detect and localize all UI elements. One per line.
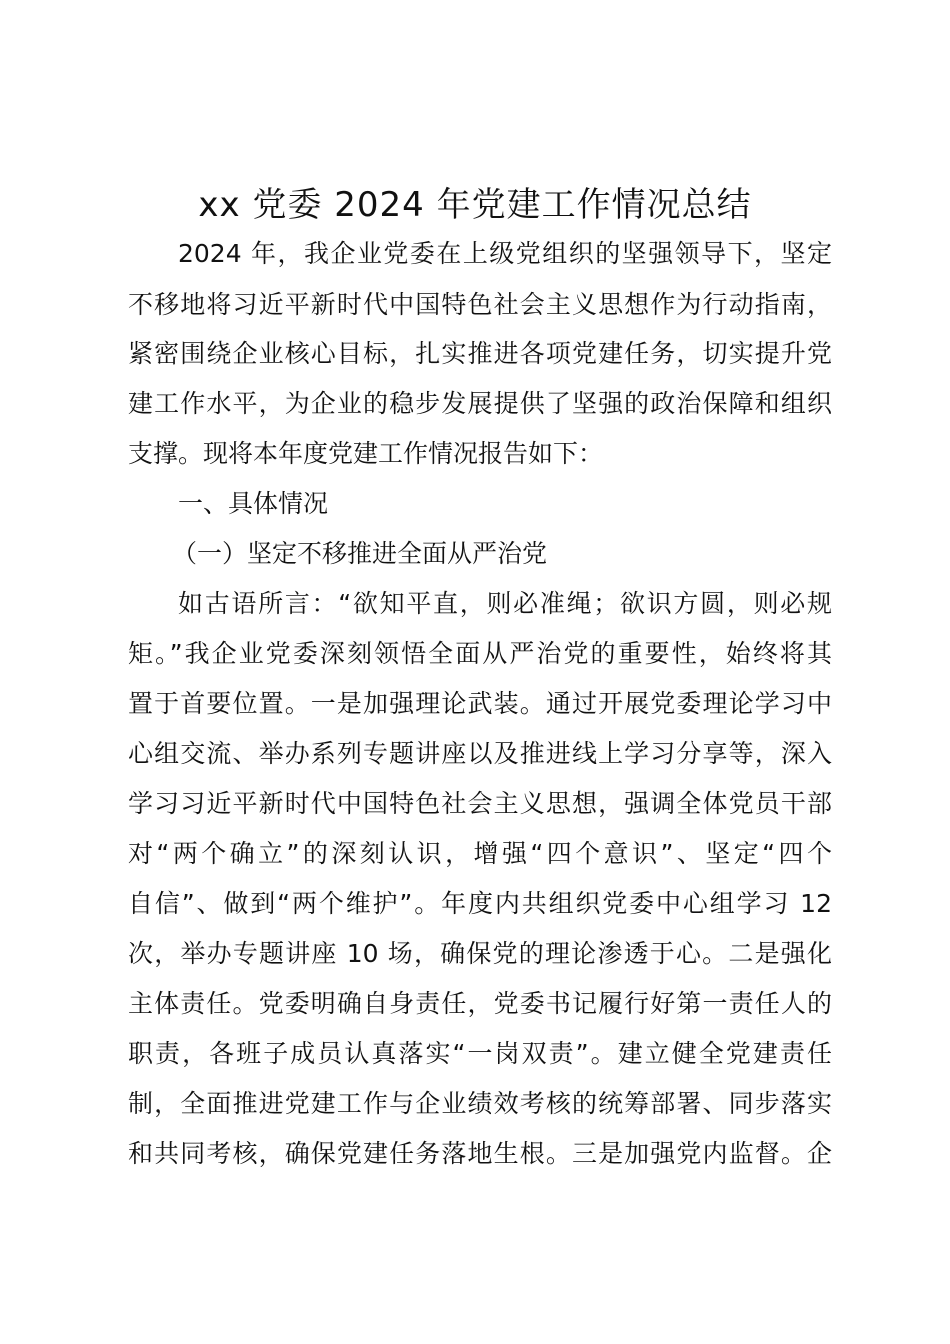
paragraph-line: 支撑。现将本年度党建工作情况报告如下： — [128, 439, 604, 468]
paragraph-line: 不移地将习近平新时代中国特色社会主义思想作为行动指南， — [128, 290, 832, 319]
document-title: xx 党委 2024 年党建工作情况总结 — [198, 185, 752, 225]
paragraph-line: 对“两个确立”的深刻认识，增强“四个意识”、坚定“四个 — [128, 839, 832, 868]
paragraph-line: 制，全面推进党建工作与企业绩效考核的统筹部署、同步落实 — [128, 1089, 832, 1118]
paragraph-line: 学习习近平新时代中国特色社会主义思想，强调全体党员干部 — [128, 789, 832, 818]
paragraph-line: 自信”、做到“两个维护”。年度内共组织党委中心组学习 12 — [128, 889, 832, 918]
paragraph-line: 建工作水平，为企业的稳步发展提供了坚强的政治保障和组织 — [128, 389, 832, 418]
paragraph-line: 矩。”我企业党委深刻领悟全面从严治党的重要性，始终将其 — [128, 639, 832, 668]
paragraph-line: 2024 年，我企业党委在上级党组织的坚强领导下，坚定 — [178, 239, 832, 268]
paragraph-line: 和共同考核，确保党建任务落地生根。三是加强党内监督。企 — [128, 1139, 832, 1168]
paragraph-line: 职责，各班子成员认真落实“一岗双责”。建立健全党建责任 — [128, 1039, 832, 1068]
paragraph-line: 主体责任。党委明确自身责任，党委书记履行好第一责任人的 — [128, 989, 832, 1018]
paragraph-line: 次，举办专题讲座 10 场，确保党的理论渗透于心。二是强化 — [128, 939, 832, 968]
paragraph-line: 心组交流、举办系列专题讲座以及推进线上学习分享等，深入 — [128, 739, 832, 768]
paragraph-line: 置于首要位置。一是加强理论武装。通过开展党委理论学习中 — [128, 689, 832, 718]
paragraph-line: 如古语所言：“欲知平直，则必准绳；欲识方圆，则必规 — [178, 589, 832, 618]
section-heading: 一、具体情况 — [178, 489, 329, 518]
subsection-heading: （一）坚定不移推进全面从严治党 — [172, 539, 548, 568]
paragraph-line: 紧密围绕企业核心目标，扎实推进各项党建任务，切实提升党 — [128, 339, 832, 368]
